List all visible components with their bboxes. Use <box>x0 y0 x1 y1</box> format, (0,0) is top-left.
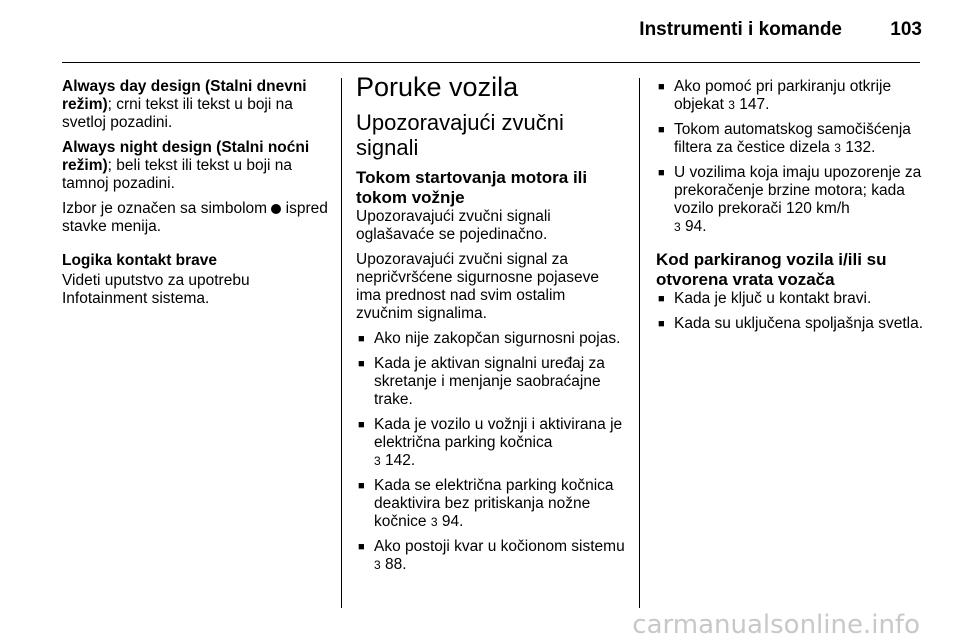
paragraph-night-design <box>62 139 332 193</box>
list-driving-warnings <box>356 330 626 574</box>
subsection-title-driving: Tokom startovanja motora ili tokom vožnje <box>356 168 588 207</box>
bullet-icon: ■ <box>358 358 365 370</box>
page-number: 103 <box>890 19 922 40</box>
list-parked-warnings <box>656 290 926 333</box>
header-rule <box>62 62 920 63</box>
list-item <box>656 121 926 157</box>
list-item <box>656 164 926 236</box>
page-ref-link[interactable]: 132. <box>845 139 876 156</box>
bullet-icon: ■ <box>658 81 665 93</box>
column-divider-1 <box>341 78 342 608</box>
subsection-title-parked: Kod parkiranog vozila i/ili su otvorena vrata vozača <box>656 250 887 289</box>
list-item <box>656 290 926 308</box>
watermark: carmanualsonline.info <box>632 610 920 640</box>
text-selection-post: ispred stavke menija. <box>62 200 328 235</box>
bullet-icon: ■ <box>658 318 665 330</box>
list-driving-warnings-cont <box>656 78 926 236</box>
paragraph-signals-individual: Upozoravajući zvučni signali oglašavaće se pojedinačno. <box>356 208 551 243</box>
list-item <box>356 538 626 574</box>
paragraph-seatbelt-priority: Upozoravajući zvučni signal za nepričvršćene sigurnosne pojaseve ima prednost nad svim ostalim zvučnim signalima. <box>356 251 599 322</box>
page-header-title: Instrumenti i komande <box>639 19 842 40</box>
page-ref-arrow-icon: 3 <box>674 220 681 234</box>
term-night-design: Always night design (Stalni noćni režim) <box>62 139 310 174</box>
list-item-text: Ako postoji kvar u kočionom sistemu <box>374 538 625 555</box>
column-divider-2 <box>639 78 640 608</box>
page-ref-link[interactable]: 142. <box>385 452 416 469</box>
paragraph-infotainment-ref: Videti uputstvo za upotrebu Infotainment sistema. <box>62 272 250 307</box>
page-ref-arrow-icon: 3 <box>374 454 381 468</box>
list-item-text: U vozilima koja imaju upozorenje za prekoračenje brzine motora; kada vozilo prekorači 120 km/h <box>674 164 922 217</box>
list-item-text: Tokom automatskog samočišćenja filtera za čestice dizela <box>674 121 911 156</box>
bullet-icon: ■ <box>358 541 365 553</box>
bullet-icon: ■ <box>658 124 665 136</box>
text-day-design: ; crni tekst ili tekst u boji na svetloj pozadini. <box>62 96 293 131</box>
list-item-text: Kada je ključ u kontakt bravi. <box>674 290 872 307</box>
list-item <box>656 315 926 333</box>
text-selection-pre: Izbor je označen sa simbolom <box>62 200 268 217</box>
list-item-text: Kada se električna parking kočnica deaktivira bez pritiskanja nožne kočnice <box>374 477 614 530</box>
column-2 <box>356 72 626 581</box>
column-1 <box>62 78 332 315</box>
bullet-icon: ■ <box>658 167 665 179</box>
page-ref-arrow-icon: 3 <box>728 98 735 112</box>
bullet-icon: ■ <box>358 480 365 492</box>
page-ref-link[interactable]: 94. <box>441 513 464 530</box>
paragraph-selection-symbol <box>62 200 332 236</box>
column-3 <box>656 78 926 340</box>
section-subtitle: Upozoravajući zvučni signali <box>356 110 564 160</box>
selected-dot-icon <box>271 204 281 214</box>
list-item <box>356 477 626 531</box>
page-ref-arrow-icon: 3 <box>374 558 381 572</box>
list-item-text: Kada je aktivan signalni uređaj za skretanje i menjanje saobraćajne trake. <box>374 355 605 408</box>
page-ref-arrow-icon: 3 <box>834 141 841 155</box>
list-item-text: Kada su uključena spoljašnja svetla. <box>674 315 924 332</box>
page-ref-link[interactable]: 147. <box>739 96 770 113</box>
bullet-icon: ■ <box>358 419 365 431</box>
list-item-text: Ako pomoć pri parkiranju otkrije objekat <box>674 78 892 113</box>
list-item <box>356 416 626 470</box>
paragraph-day-design <box>62 78 332 132</box>
list-item-text: Kada je vozilo u vožnji i aktivirana je električna parking kočnica <box>374 416 623 451</box>
bullet-icon: ■ <box>358 333 365 345</box>
bullet-icon: ■ <box>658 293 665 305</box>
section-title: Poruke vozila <box>356 72 519 102</box>
page-ref-arrow-icon: 3 <box>430 515 438 529</box>
subheading-ignition-logic: Logika kontakt brave <box>62 252 218 269</box>
list-item <box>356 330 626 348</box>
page-ref-link[interactable]: 94. <box>685 218 707 235</box>
list-item-text: Ako nije zakopčan sigurnosni pojas. <box>374 330 621 347</box>
page-ref-link[interactable]: 88. <box>385 556 407 573</box>
list-item <box>656 78 926 114</box>
term-day-design: Always day design (Stalni dnevni režim) <box>62 78 307 113</box>
list-item <box>356 355 626 409</box>
text-night-design: ; beli tekst ili tekst u boji na tamnoj pozadini. <box>62 157 293 192</box>
